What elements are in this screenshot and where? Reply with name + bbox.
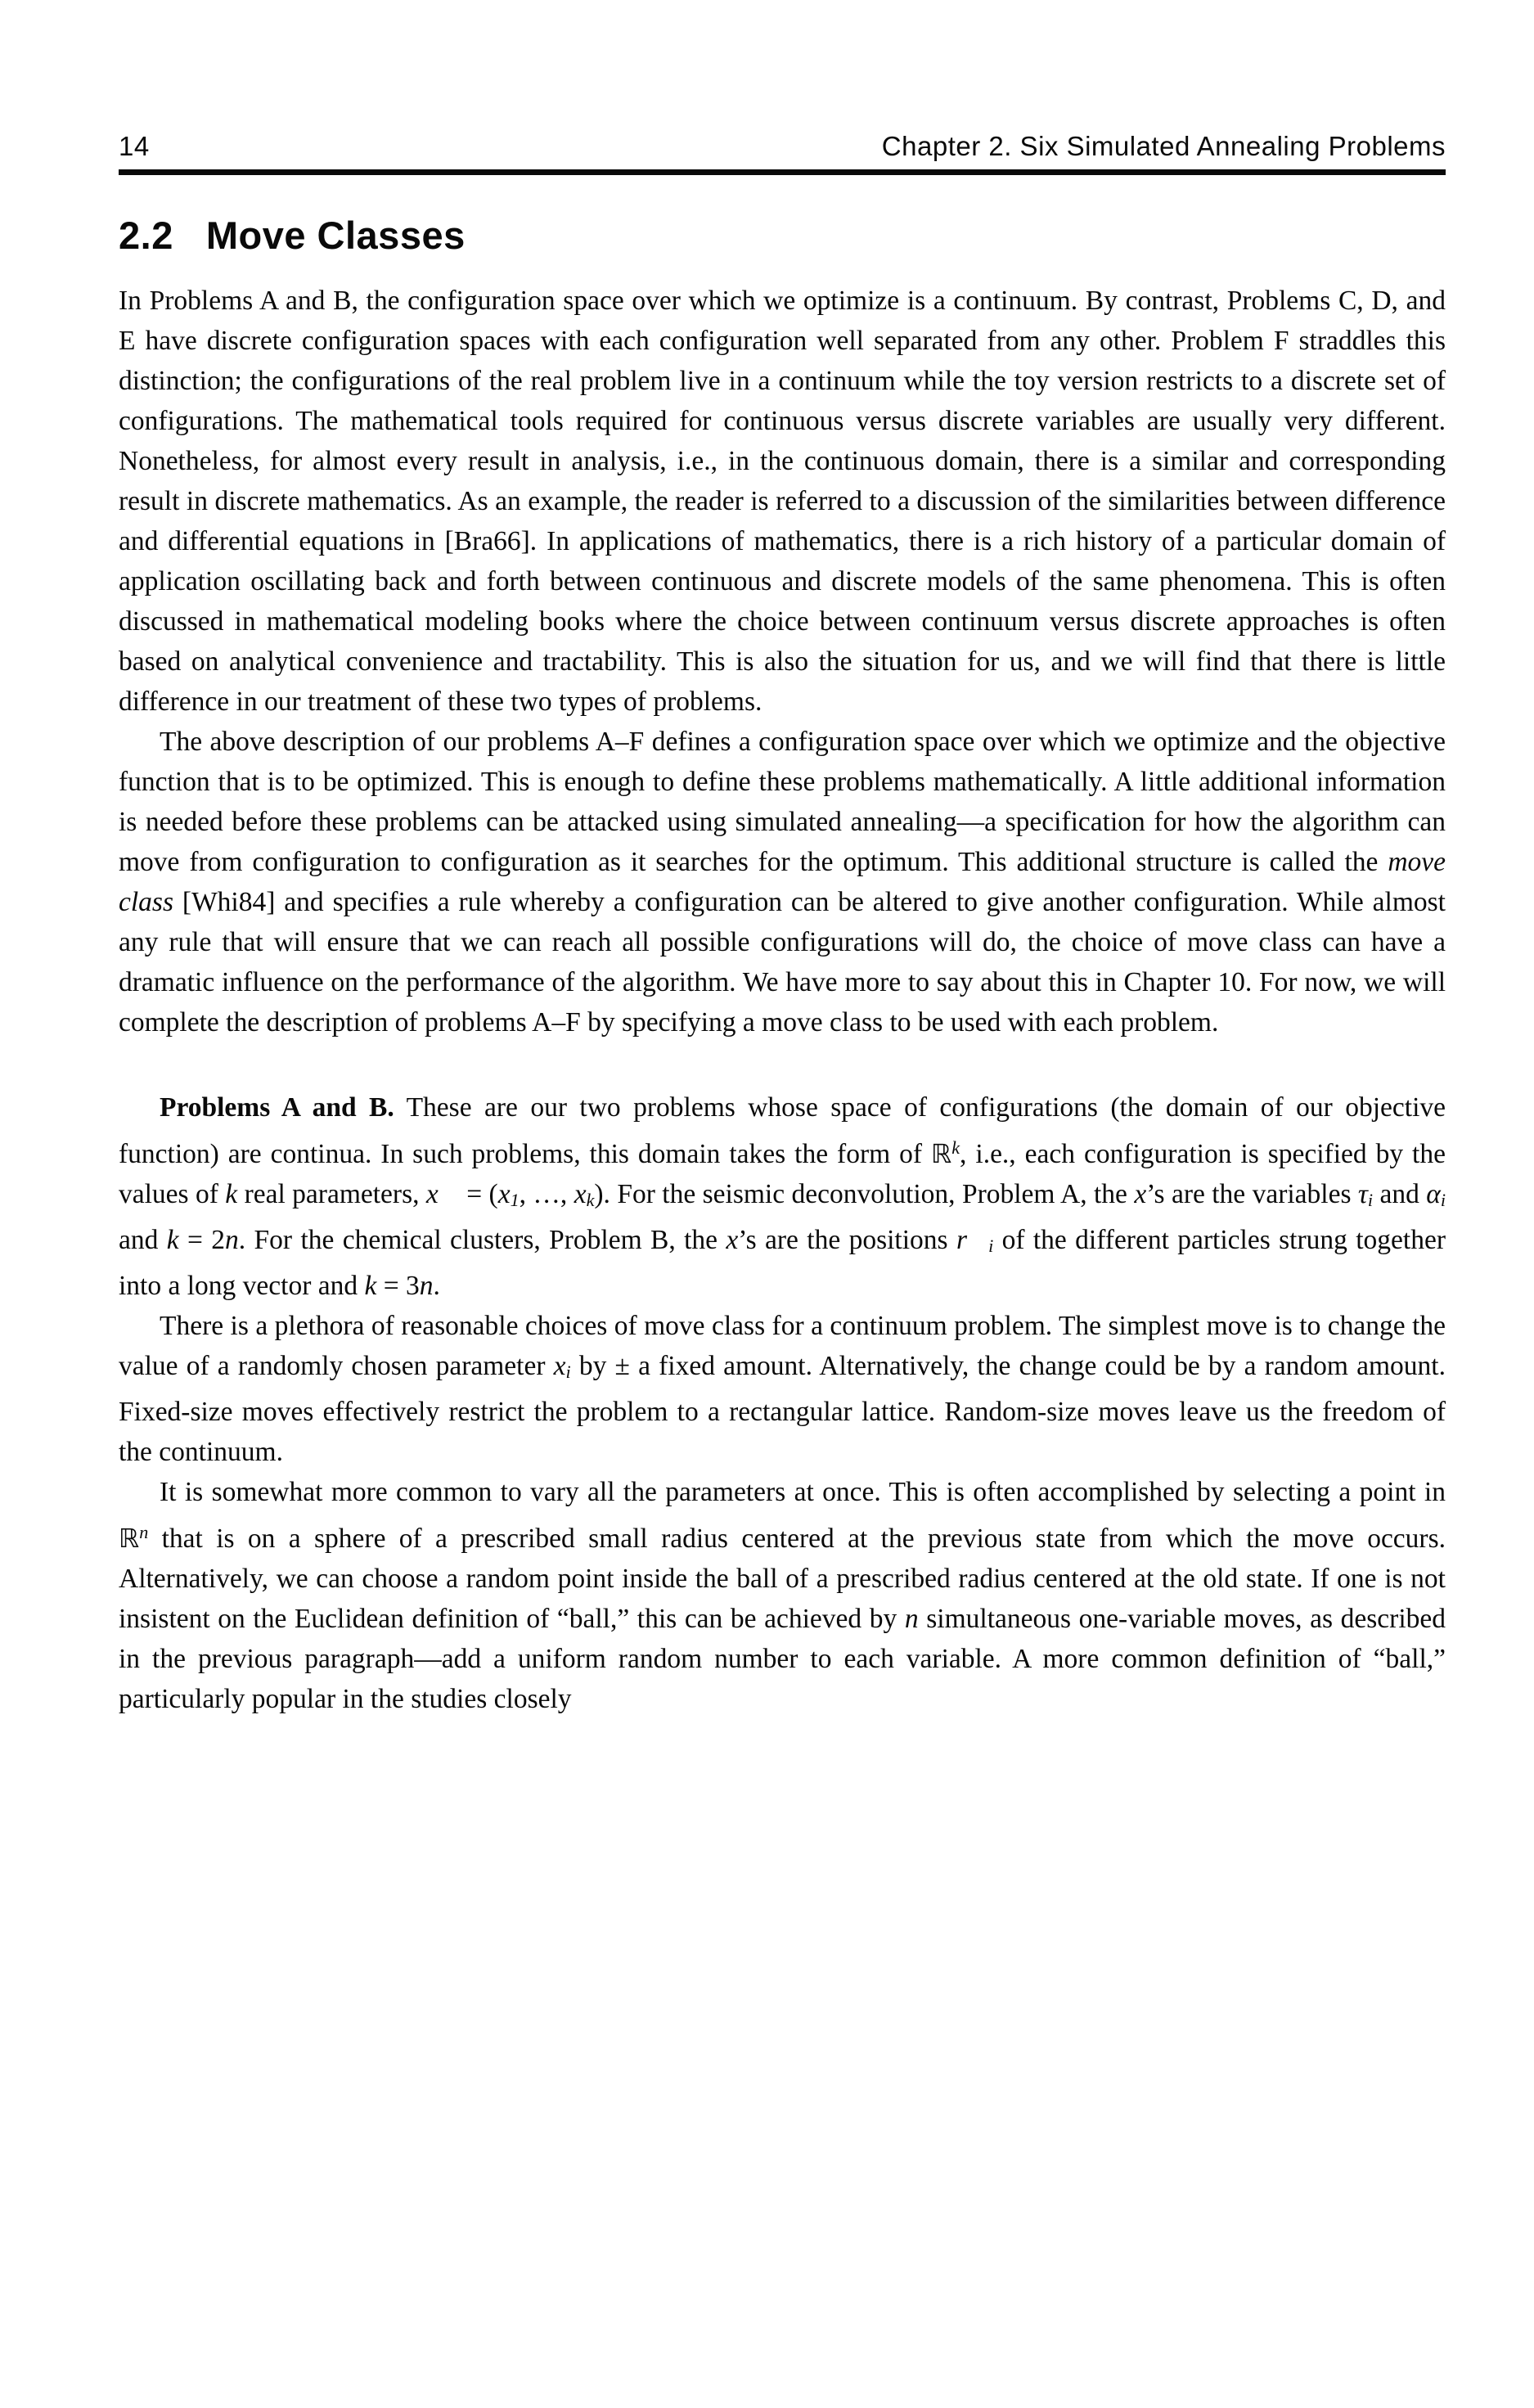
text-run: = ( xyxy=(459,1179,498,1210)
page-number: 14 xyxy=(119,131,150,161)
text-run: and xyxy=(119,1225,167,1256)
text-run: , …, xyxy=(519,1179,574,1210)
text-run: There is a plethora of reasonable choices of move class for a continuum problem. The simplest move is to change the value of a randomly chosen parameter xyxy=(119,1310,1446,1381)
text-run: i xyxy=(1440,1190,1446,1211)
text-run: [Whi84] and specifies a rule whereby a configuration can be altered to give another configuration. While almost any rule that will ensure that we can reach all possible configurations will do, the choice of move class can have a dramatic influence on the performance of the algorithm. We have more to say about this in Chapter 10. For now, we will complete the description of problems A–F by specifying a move class to be used with each problem. xyxy=(119,887,1446,1037)
text-run: of the different particles strung together into a long vector and xyxy=(119,1225,1446,1301)
text-run: The above description of our problems A–F defines a configuration space over which we optimize and the objective function that is to be optimized. This is enough to define these problems mathematically. A little additional information is needed before these problems can be attacked using simulated annealing—a specification for how the algorithm can move from configuration to configuration as it searches for the optimum. This additional structure is called the xyxy=(119,727,1446,877)
text-run: real parameters, xyxy=(237,1179,426,1210)
text-run: α xyxy=(1426,1179,1441,1210)
text-run: k xyxy=(166,1225,179,1256)
running-title: Chapter 2. Six Simulated Annealing Problems xyxy=(881,131,1446,161)
text-run: ). For the seismic deconvolution, Problem A, the xyxy=(594,1179,1135,1210)
text-run: x xyxy=(1134,1179,1147,1210)
text-run: ℝ xyxy=(931,1138,952,1170)
text-run: x xyxy=(726,1225,739,1256)
text-run: by ± a fixed amount. Alternatively, the change could be by a random amount. Fixed-size moves effectively restrict the problem to a rectangular lattice. Random-size moves leave us the freedom of the continuum. xyxy=(119,1350,1446,1467)
text-run: move class xyxy=(119,847,1446,917)
text-run: . For the chemical clusters, Problem B, the xyxy=(238,1225,727,1256)
text-run: k xyxy=(225,1179,238,1210)
text-run: simultaneous one-variable moves, as described in the previous paragraph—add a uniform random number to each variable. A more common definition of “ball,” particularly popular in the studies closely xyxy=(119,1604,1446,1714)
text-run: These are our two problems whose space of configurations (the domain of our objective function) are continua. In such problems, this domain takes the form of xyxy=(119,1092,1446,1170)
text-run: ’s are the variables xyxy=(1146,1179,1358,1210)
running-header xyxy=(119,131,1446,162)
section-number: 2.2 xyxy=(119,214,173,257)
text-run: r⃗ xyxy=(956,1225,989,1256)
text-run: n xyxy=(419,1270,434,1301)
text-run: 1 xyxy=(510,1190,520,1211)
text-run: n xyxy=(904,1604,919,1634)
page-body xyxy=(119,281,1446,1719)
text-run: τ xyxy=(1357,1179,1368,1210)
text-run: i xyxy=(565,1361,571,1382)
text-run: = 3 xyxy=(376,1270,420,1301)
text-run: k xyxy=(364,1270,377,1301)
page-content xyxy=(119,0,1446,1719)
text-run: that is on a sphere of a prescribed small radius centered at the previous state from which the move occurs. Alternatively, we can choose a random point inside the ball of a prescribed radius centered at the old state. If one is not insistent on the Euclidean definition of “ball,” this can be achieved by xyxy=(119,1524,1446,1634)
text-run: n xyxy=(225,1225,239,1256)
paragraph xyxy=(119,722,1446,1042)
paragraph xyxy=(119,1087,1446,1306)
text-run: ℝ xyxy=(119,1523,140,1554)
text-run: Problems A and B. xyxy=(160,1092,394,1123)
text-run: It is somewhat more common to vary all the parameters at once. This is often accomplished by selecting a point in xyxy=(160,1476,1446,1507)
paragraph xyxy=(119,1306,1446,1472)
text-run: i xyxy=(988,1235,994,1256)
text-run: k xyxy=(586,1190,595,1211)
text-run: . xyxy=(433,1270,440,1301)
text-run: x⃗ xyxy=(425,1179,460,1210)
text-run: x xyxy=(574,1179,587,1210)
section-heading xyxy=(119,213,1446,258)
text-run: In Problems A and B, the configuration space over which we optimize is a continuum. By contrast, Problems C, D, and E have discrete configuration spaces with each configuration well separated from any other. Problem F straddles this distinction; the configurations of the real problem live in a continuum while the toy version restricts to a discrete set of configurations. The mathematical tools required for continuous versus discrete variables are usually very different. Nonetheless, for almost every result in analysis, i.e., in the continuous domain, there is a similar and corresponding result in discrete mathematics. As an example, the reader is referred to a discussion of the similarities between difference and differential equations in [Bra66]. In applications of mathematics, there is a rich history of a particular domain of application oscillating back and forth between continuous and discrete models of the same phenomena. This is often discussed in mathematical modeling books where the choice between continuum versus discrete approaches is often based on analytical convenience and tractability. This is also the situation for us, and we will find that there is little difference in our treatment of these two types of problems. xyxy=(119,286,1446,717)
text-run: x xyxy=(553,1350,566,1381)
text-run: = 2 xyxy=(178,1225,226,1256)
text-run: and xyxy=(1373,1179,1427,1210)
paragraph xyxy=(119,281,1446,722)
text-run: k xyxy=(951,1137,960,1158)
paragraph xyxy=(119,1472,1446,1719)
text-run: n xyxy=(139,1521,149,1542)
section-title: Move Classes xyxy=(205,214,466,257)
text-run: i xyxy=(1367,1190,1374,1211)
text-run: , i.e., each configuration is specified by the values of xyxy=(119,1139,1446,1210)
text-run: x xyxy=(497,1179,511,1210)
header-rule xyxy=(119,169,1446,175)
text-run: ’s are the positions xyxy=(738,1225,956,1256)
